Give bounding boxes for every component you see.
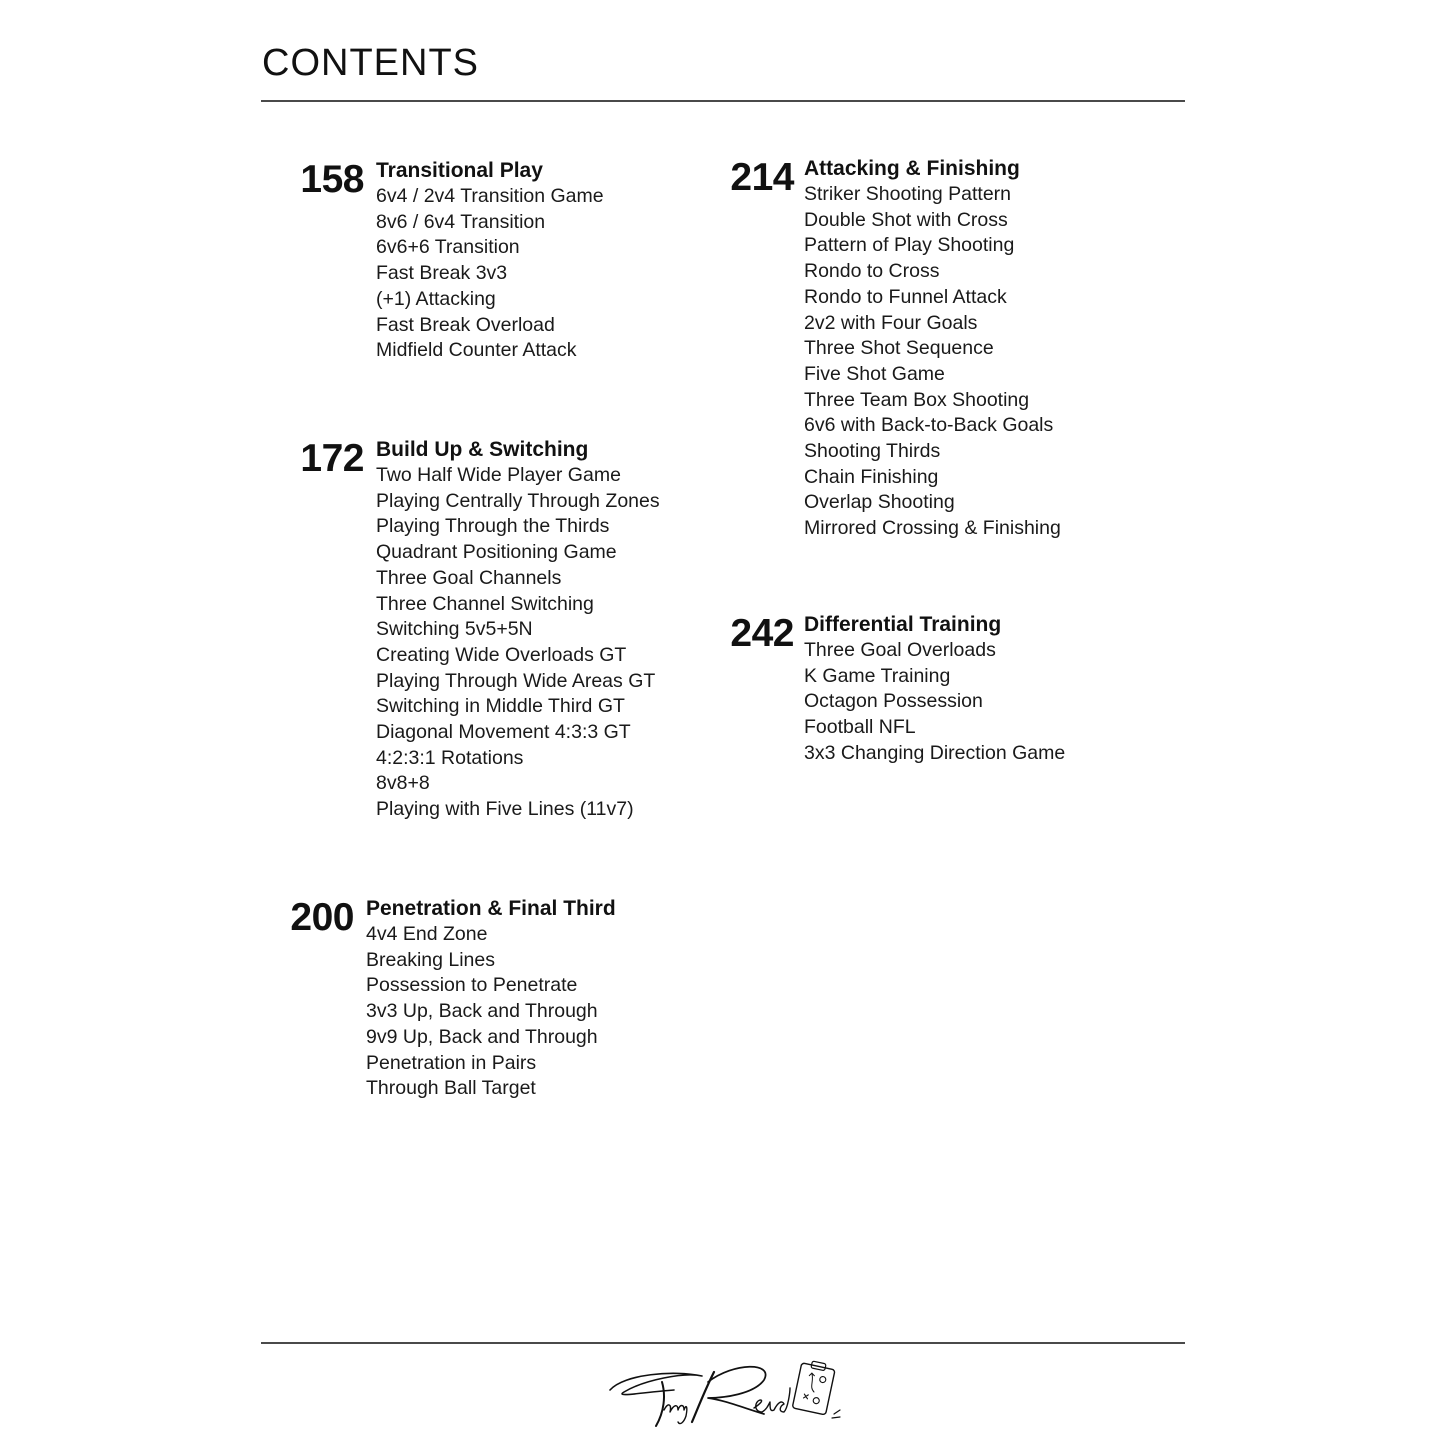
list-item: Rondo to Funnel Attack <box>804 285 1007 308</box>
list-item: 8v8+8 <box>376 772 430 795</box>
list-item: Possession to Penetrate <box>366 974 578 997</box>
section-item-list <box>366 922 616 1102</box>
list-item: 3x3 Changing Direction Game <box>804 741 1066 764</box>
list-item: 9v9 Up, Back and Through <box>366 1025 598 1048</box>
list-item: (+1) Attacking <box>376 287 496 310</box>
list-item: Breaking Lines <box>366 948 495 971</box>
list-item: Quadrant Positioning Game <box>376 541 617 564</box>
section-item-list <box>804 182 1061 542</box>
list-item: Striker Shooting Pattern <box>804 183 1012 205</box>
list-item: Overlap Shooting <box>804 491 955 514</box>
section-page-number: 200 <box>290 896 354 939</box>
section-title: Penetration & Final Third <box>366 897 616 920</box>
section-title: Transitional Play <box>376 159 543 182</box>
list-item: Three Goal Channels <box>376 566 562 589</box>
section-item-list <box>804 638 1065 767</box>
header-divider <box>261 100 1185 102</box>
list-item: Octagon Possession <box>804 690 983 713</box>
list-item: Midfield Counter Attack <box>376 339 577 362</box>
toc-section-transitional-play <box>296 158 604 364</box>
list-item: 6v6+6 Transition <box>376 236 520 259</box>
section-page-number: 214 <box>730 156 794 199</box>
list-item: Penetration in Pairs <box>366 1051 537 1074</box>
list-item: Football NFL <box>804 716 916 739</box>
section-title: Attacking & Finishing <box>804 157 1020 180</box>
list-item: Creating Wide Overloads GT <box>376 643 627 666</box>
list-item: 2v2 with Four Goals <box>804 311 978 334</box>
page-title: CONTENTS <box>262 42 479 84</box>
list-item: Chain Finishing <box>804 465 939 488</box>
section-page-number: 158 <box>300 158 364 201</box>
section-title: Differential Training <box>804 613 1002 636</box>
list-item: Switching in Middle Third GT <box>376 695 625 718</box>
list-item: 8v6 / 6v4 Transition <box>376 210 546 233</box>
toc-section-attacking-finishing <box>726 156 1061 542</box>
list-item: K Game Training <box>804 664 951 687</box>
list-item: Two Half Wide Player Game <box>376 464 621 486</box>
list-item: Three Channel Switching <box>376 592 594 615</box>
section-page-number: 242 <box>730 612 794 655</box>
list-item: Rondo to Cross <box>804 260 940 283</box>
list-item: Double Shot with Cross <box>804 208 1008 231</box>
section-item-list <box>376 463 660 823</box>
list-item: Switching 5v5+5N <box>376 618 533 641</box>
list-item: Playing Centrally Through Zones <box>376 489 660 512</box>
section-item-list <box>376 184 604 364</box>
toc-section-differential-training <box>726 612 1065 767</box>
list-item: 6v6 with Back-to-Back Goals <box>804 414 1054 437</box>
list-item: 4v4 End Zone <box>366 923 488 945</box>
list-item: Five Shot Game <box>804 362 945 385</box>
list-item: 6v4 / 2v4 Transition Game <box>376 185 604 207</box>
list-item: Playing Through Wide Areas GT <box>376 669 656 692</box>
list-item: Fast Break Overload <box>376 313 555 336</box>
toc-section-penetration-final-third <box>280 896 616 1102</box>
list-item: 4:2:3:1 Rotations <box>376 746 524 769</box>
list-item: Three Team Box Shooting <box>804 388 1030 411</box>
list-item: Playing Through the Thirds <box>376 515 610 538</box>
footer-divider <box>261 1342 1185 1344</box>
list-item: Diagonal Movement 4:3:3 GT <box>376 721 631 744</box>
list-item: Mirrored Crossing & Finishing <box>804 517 1061 540</box>
signature-logo-icon <box>604 1352 844 1434</box>
section-title: Build Up & Switching <box>376 438 589 461</box>
list-item: Three Goal Overloads <box>804 639 996 661</box>
toc-section-build-up-switching <box>296 437 660 823</box>
list-item: Playing with Five Lines (11v7) <box>376 798 634 821</box>
list-item: Through Ball Target <box>366 1077 536 1100</box>
list-item: Fast Break 3v3 <box>376 262 508 285</box>
section-page-number: 172 <box>300 437 364 480</box>
list-item: 3v3 Up, Back and Through <box>366 1000 598 1023</box>
list-item: Shooting Thirds <box>804 440 941 463</box>
list-item: Pattern of Play Shooting <box>804 234 1015 257</box>
list-item: Three Shot Sequence <box>804 337 994 360</box>
